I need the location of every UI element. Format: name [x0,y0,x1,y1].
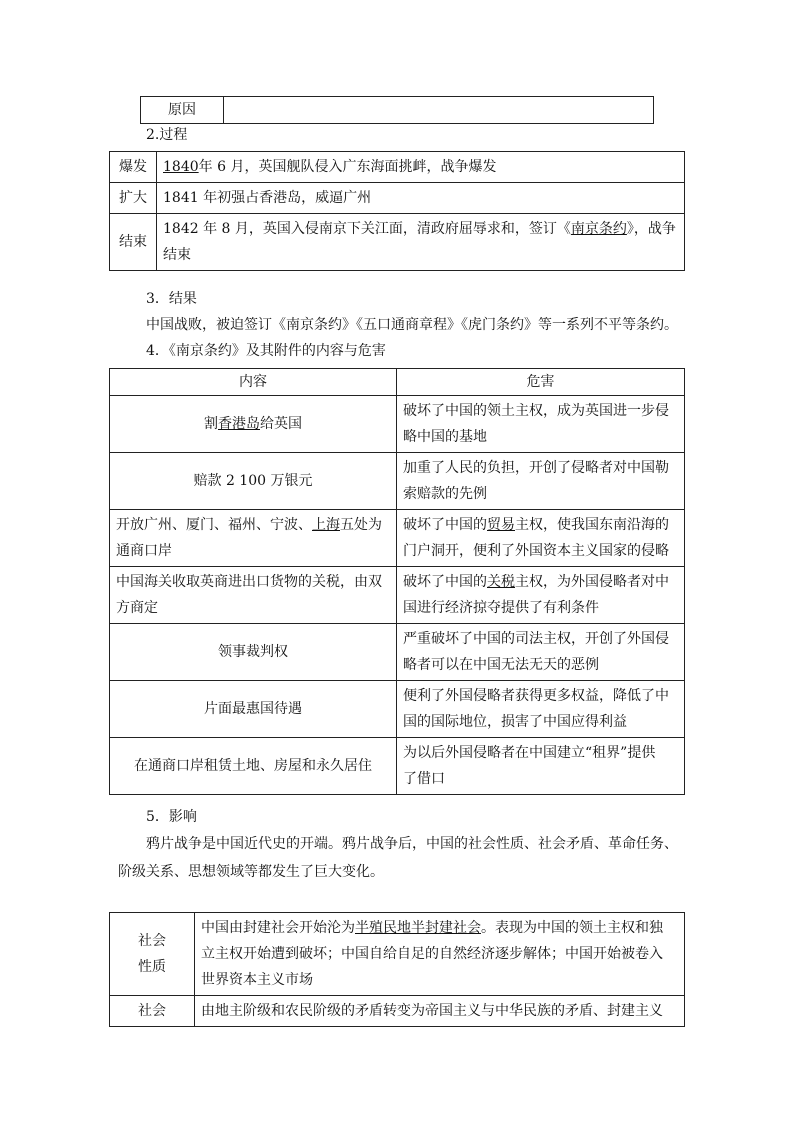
process-text-outbreak [157,152,685,183]
end-text-2: 》，战争 [626,221,676,237]
content-text: 割 [204,416,218,432]
treaty-row-content [110,396,397,453]
impact-table [109,912,685,1027]
treaty-row-content: 赔款 2 100 万银元 [110,453,397,510]
year-1840: 1840 [163,159,199,175]
treaty-row-harm [397,738,685,795]
harm-line: 国进行经济掠夺提供了有利条件 [403,600,599,616]
trade-keyword: 贸易 [487,517,515,533]
harm-line: 门户洞开，便利了外国资本主义国家的侵略 [403,543,669,559]
process-table [109,151,685,271]
treaty-row-harm [397,396,685,453]
reason-table [140,96,654,124]
treaty-row-harm [397,453,685,510]
process-label-end: 结束 [110,214,157,271]
process-text-expand: 1841 年初强占香港岛，威逼广州 [157,183,685,214]
content-text: 中国海关收取英商进出口货物的关税，由双 [116,574,382,590]
harm-line: 严重破坏了中国的司法主权，开创了外国侵 [403,631,669,647]
harm-line: 索赔款的先例 [403,486,487,502]
hongkong-island: 香港岛 [218,416,260,432]
harm-line: 略者可以在中国无法无天的恶例 [403,657,599,673]
treaty-name: 南京条约 [570,221,627,237]
process-label-outbreak: 爆发 [110,152,157,183]
impact-text-society-conflict: 由地主阶级和农民阶级的矛盾转变为帝国主义与中华民族的矛盾、封建主义 [195,996,685,1027]
impact-text-society-nature [195,913,685,996]
impact-label-society-nature [110,913,195,996]
semi-colonial-keyword: 半殖民地半封建社会 [355,920,481,936]
tariff-keyword: 关税 [487,574,515,590]
impact-line: 立主权开始遭到破坏；中国自给自足的自然经济逐步解体；中国开始被卷入 [201,946,663,962]
treaty-row-harm [397,510,685,567]
harm-line: 略中国的基地 [403,429,487,445]
impact-label-society-conflict: 社会 [110,996,195,1027]
harm-line: 了借口 [403,771,445,787]
content-text: 给英国 [260,416,302,432]
reason-content [224,97,654,124]
content-text: 方商定 [116,600,158,616]
section-5-line-2: 阶级关系、思想领域等都发生了巨大变化。 [118,864,384,880]
section-5-title: 5．影响 [146,809,197,825]
process-text-end [157,214,685,271]
end-text-1: 1842 年 8 月，英国入侵南京下关江面，清政府屈辱求和，签订《 [163,221,571,237]
harm-line: 加重了人民的负担，开创了侵略者对中国勒 [403,460,669,476]
harm-line: 破坏了中国的 [403,574,487,590]
harm-line: 为以后外国侵略者在中国建立“租界”提供 [403,745,656,761]
harm-line: 破坏了中国的 [403,517,487,533]
impact-line: 。表现为中国的领土主权和独 [481,920,663,936]
treaty-row-harm [397,624,685,681]
section-3-text: 中国战败，被迫签订《南京条约》《五口通商章程》《虎门条约》等一系列不平等条约。 [146,317,678,333]
impact-line: 世界资本主义市场 [201,972,313,988]
end-text-3: 结束 [163,247,191,263]
harm-line: 主权，为外国侵略者对中 [515,574,669,590]
treaty-table [109,368,685,795]
content-text: 开放广州、厦门、福州、宁波、 [116,517,312,533]
content-text: 通商口岸 [116,543,172,559]
section-4-title: 4．《南京条约》及其附件的内容与危害 [146,343,386,359]
impact-line: 中国由封建社会开始沦为 [201,920,355,936]
section-5-line-1: 鸦片战争是中国近代史的开端。鸦片战争后，中国的社会性质、社会矛盾、革命任务、 [146,836,678,852]
treaty-row-harm [397,681,685,738]
treaty-row-content: 片面最惠国待遇 [110,681,397,738]
section-2-title: 2.过程 [146,127,188,143]
reason-label: 原因 [141,97,224,124]
harm-line: 便利了外国侵略者获得更多权益，降低了中 [403,688,669,704]
treaty-row-content: 领事裁判权 [110,624,397,681]
treaty-row-content: 在通商口岸租赁土地、房屋和永久居住 [110,738,397,795]
header-harm: 危害 [397,369,685,396]
header-content: 内容 [110,369,397,396]
treaty-row-content [110,510,397,567]
process-label-expand: 扩大 [110,183,157,214]
label-line: 社会 [138,933,166,949]
harm-line: 破坏了中国的领土主权，成为英国进一步侵 [403,403,669,419]
content-text: 五处为 [340,517,382,533]
section-3-title: 3．结果 [146,291,197,307]
shanghai: 上海 [312,517,340,533]
treaty-row-harm [397,567,685,624]
outbreak-text: 年 6 月，英国舰队侵入广东海面挑衅，战争爆发 [198,159,497,175]
label-line: 性质 [138,959,166,975]
treaty-row-content [110,567,397,624]
harm-line: 主权，使我国东南沿海的 [515,517,669,533]
harm-line: 国的国际地位，损害了中国应得利益 [403,714,627,730]
